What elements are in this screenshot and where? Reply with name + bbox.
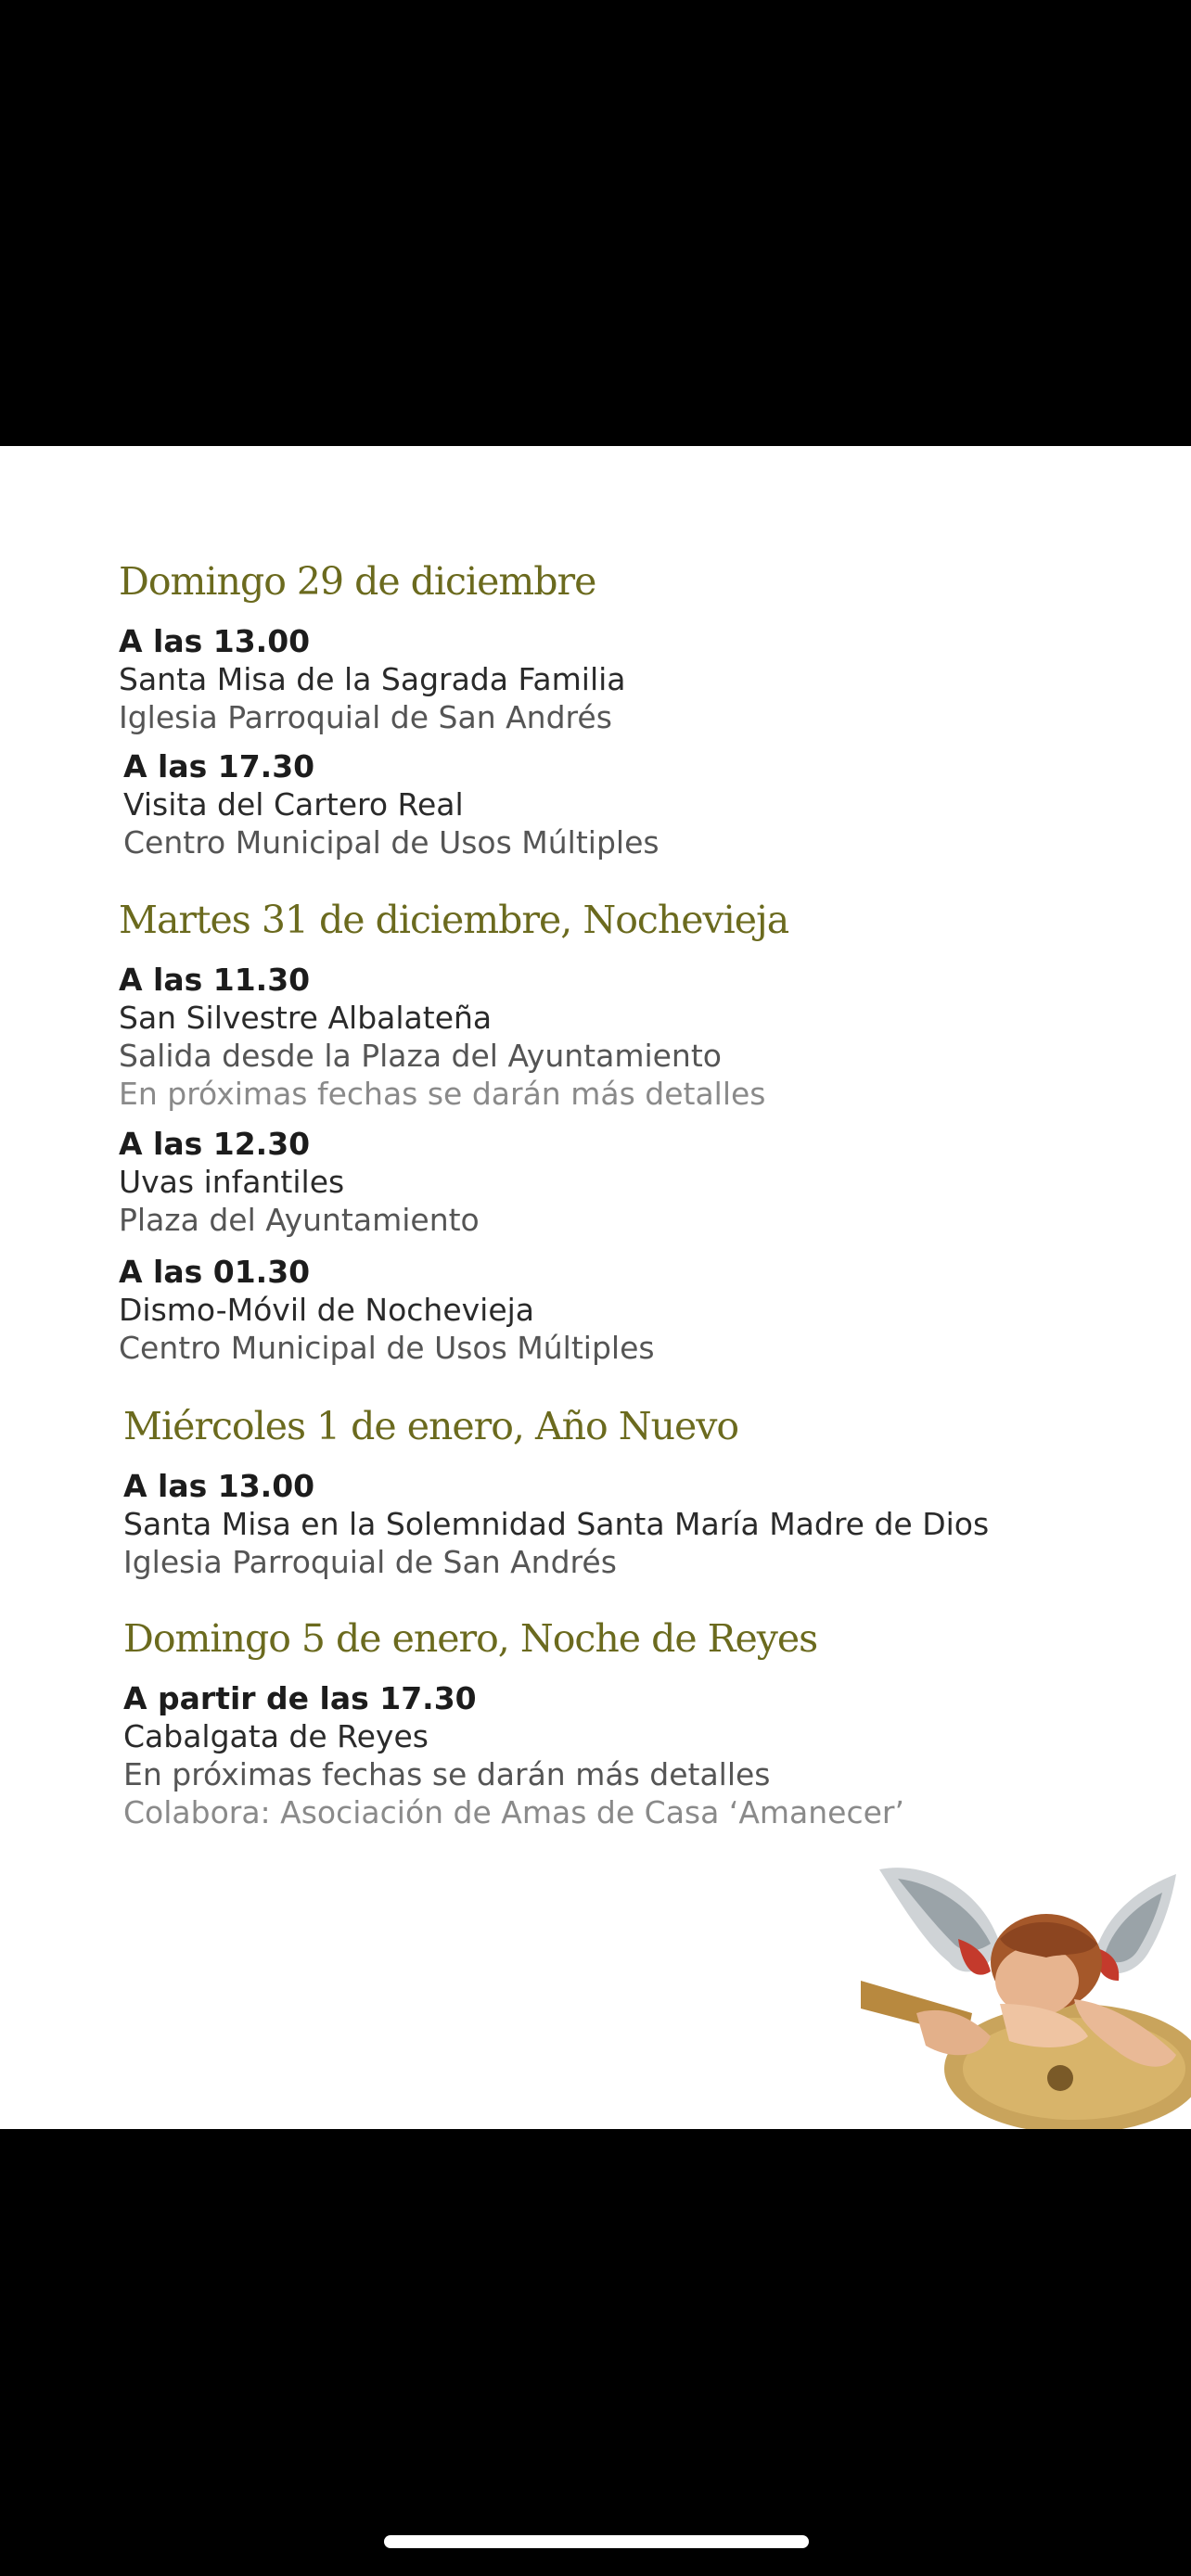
event-name: Uvas infantiles — [119, 1164, 345, 1200]
event-note: En próximas fechas se darán más detalles — [119, 1076, 766, 1112]
event-place: Centro Municipal de Usos Múltiples — [119, 1330, 655, 1366]
section-title-miercoles-1: Miércoles 1 de enero, Año Nuevo — [123, 1404, 739, 1448]
event-item — [119, 622, 626, 736]
event-time: A partir de las 17.30 — [123, 1680, 477, 1716]
event-name: Santa Misa en la Solemnidad Santa María Madre de Dios — [123, 1506, 990, 1542]
section-title-domingo-5: Domingo 5 de enero, Noche de Reyes — [123, 1616, 818, 1661]
event-name: Visita del Cartero Real — [123, 786, 464, 823]
event-place: Plaza del Ayuntamiento — [119, 1202, 480, 1238]
event-item — [119, 1125, 480, 1239]
event-item — [119, 961, 766, 1113]
event-name: San Silvestre Albalateña — [119, 1000, 493, 1036]
event-place: Salida desde la Plaza del Ayuntamiento — [119, 1038, 722, 1074]
event-name: Cabalgata de Reyes — [123, 1718, 429, 1754]
program-page — [0, 446, 1191, 2129]
event-item — [123, 747, 660, 861]
event-note: Colabora: Asociación de Amas de Casa ‘Amanecer’ — [123, 1794, 904, 1830]
event-time: A las 13.00 — [123, 1468, 315, 1504]
event-time: A las 12.30 — [119, 1126, 311, 1162]
event-time: A las 11.30 — [119, 962, 311, 998]
event-place: Centro Municipal de Usos Múltiples — [123, 824, 660, 861]
section-title-domingo-29: Domingo 29 de diciembre — [119, 559, 596, 604]
event-place: En próximas fechas se darán más detalles — [123, 1756, 771, 1792]
home-indicator[interactable] — [384, 2535, 809, 2548]
event-item — [123, 1679, 904, 1831]
cherub-lute-icon — [861, 1851, 1191, 2129]
section-title-martes-31: Martes 31 de diciembre, Nochevieja — [119, 898, 789, 942]
event-time: A las 01.30 — [119, 1254, 311, 1290]
event-place: Iglesia Parroquial de San Andrés — [123, 1544, 617, 1580]
event-name: Santa Misa de la Sagrada Familia — [119, 661, 626, 697]
event-place: Iglesia Parroquial de San Andrés — [119, 699, 612, 735]
event-item — [123, 1467, 989, 1581]
event-time: A las 13.00 — [119, 623, 311, 659]
event-time: A las 17.30 — [123, 748, 315, 784]
event-item — [119, 1253, 655, 1367]
event-name: Dismo-Móvil de Nochevieja — [119, 1292, 535, 1328]
